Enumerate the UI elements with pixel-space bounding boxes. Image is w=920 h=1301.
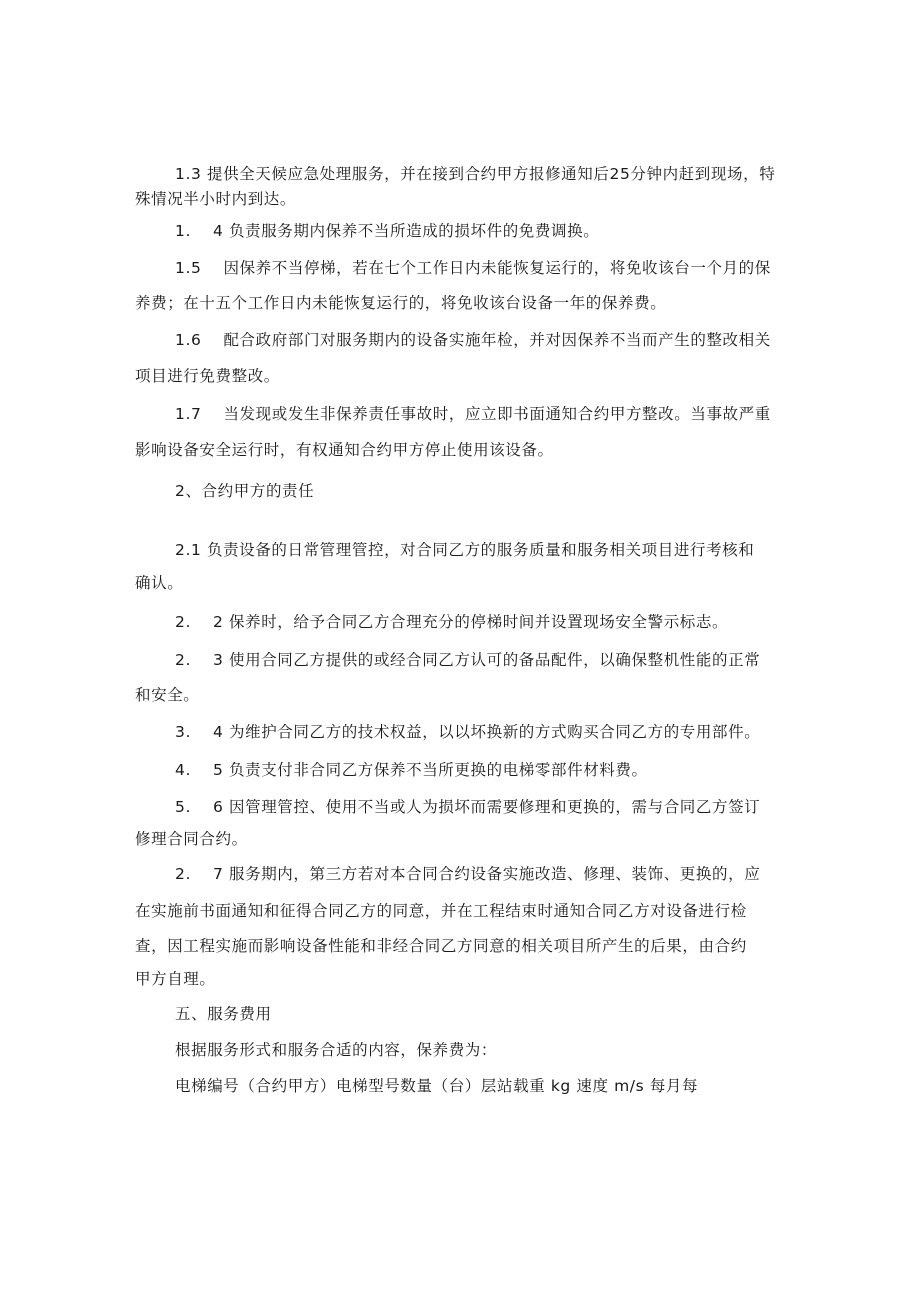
item-2-3-line-1 xyxy=(175,650,760,670)
item-1-4-number: 1. xyxy=(175,222,191,240)
item-1-6-number: 1.6 xyxy=(175,331,202,349)
section-2-heading: 2、合约甲方的责任 xyxy=(175,482,315,500)
item-1-4-text: 4 负责服务期内保养不当所造成的损坏件的免费调换。 xyxy=(213,222,600,240)
item-2-7-line-2: 在实施前书面通知和征得合同乙方的同意，并在工程结束时通知合同乙方对设备进行检 xyxy=(135,902,747,920)
item-2-7-number: 2. xyxy=(175,865,191,883)
item-1-7-line-2: 影响设备安全运行时，有权通知合约甲方停止使用该设备。 xyxy=(135,441,554,459)
item-1-5-text: 因保养不当停梯，若在七个工作日内未能恢复运行的，将免收该台一个月的保 xyxy=(223,259,771,277)
item-1-3-line-2: 殊情况半小时内到达。 xyxy=(135,190,297,208)
item-5-6-line-1 xyxy=(175,797,760,817)
item-3-4-number: 3. xyxy=(175,723,191,741)
item-5-6-text: 6 因管理管控、使用不当或人为损坏而需要修理和更换的，需与合同乙方签订 xyxy=(213,798,761,816)
item-1-7-text: 当发现或发生非保养责任事故时，应立即书面通知合约甲方整改。当事故严重 xyxy=(223,405,771,423)
item-1-7-line-1 xyxy=(175,404,771,424)
item-4-5-number: 4. xyxy=(175,761,191,779)
item-1-6-text: 配合政府部门对服务期内的设备实施年检，并对因保养不当而产生的整改相关 xyxy=(223,331,771,349)
item-2-7-line-1 xyxy=(175,864,760,884)
item-1-6-line-2: 项目进行免费整改。 xyxy=(135,367,280,385)
item-1-5-line-2: 养费；在十五个工作日内未能恢复运行的，将免收该台设备一年的保养费。 xyxy=(135,294,667,312)
item-1-6-line-1 xyxy=(175,330,771,350)
item-2-3-line-2: 和安全。 xyxy=(135,686,200,704)
item-1-5-number: 1.5 xyxy=(175,259,202,277)
item-1-4 xyxy=(175,221,599,241)
section-5-heading: 五、服务费用 xyxy=(175,1005,272,1023)
item-1-7-number: 1.7 xyxy=(175,405,202,423)
item-2-3-text: 3 使用合同乙方提供的或经合同乙方认可的备品配件，以确保整机性能的正常 xyxy=(213,651,761,669)
item-2-1-line-1: 2.1 负责设备的日常管理管控，对合同乙方的服务质量和服务相关项目进行考核和 xyxy=(175,541,755,559)
item-5-6-line-2: 修理合同合约。 xyxy=(135,830,248,848)
item-2-1-line-2: 确认。 xyxy=(135,574,184,592)
item-2-3-number: 2. xyxy=(175,651,191,669)
item-2-2-text: 2 保养时，给予合同乙方合理充分的停梯时间并设置现场安全警示标志。 xyxy=(213,613,729,631)
service-fee-intro: 根据服务形式和服务合适的内容，保养费为： xyxy=(175,1041,498,1059)
item-5-6-number: 5. xyxy=(175,798,191,816)
item-2-7-line-4: 甲方自理。 xyxy=(135,970,216,988)
item-2-2-number: 2. xyxy=(175,613,191,631)
item-3-4 xyxy=(175,722,760,742)
item-1-5-line-1 xyxy=(175,258,771,278)
item-2-7-text: 7 服务期内，第三方若对本合同合约设备实施改造、修理、装饰、更换的，应 xyxy=(213,865,761,883)
item-2-7-line-3: 查，因工程实施而影响设备性能和非经合同乙方同意的相关项目所产生的后果，由合约 xyxy=(135,937,747,955)
fee-table-header: 电梯编号（合约甲方）电梯型号数量（台）层站载重 kg 速度 m/s 每月每 xyxy=(175,1077,699,1095)
item-4-5-text: 5 负责支付非合同乙方保养不当所更换的电梯零部件材料费。 xyxy=(213,761,648,779)
item-1-3-line-1: 1.3 提供全天候应急处理服务，并在接到合约甲方报修通知后25分钟内赶到现场，特 xyxy=(175,165,776,183)
item-2-2 xyxy=(175,612,728,632)
item-4-5 xyxy=(175,760,648,780)
item-3-4-text: 4 为维护合同乙方的技术权益，以以坏换新的方式购买合同乙方的专用部件。 xyxy=(213,723,761,741)
